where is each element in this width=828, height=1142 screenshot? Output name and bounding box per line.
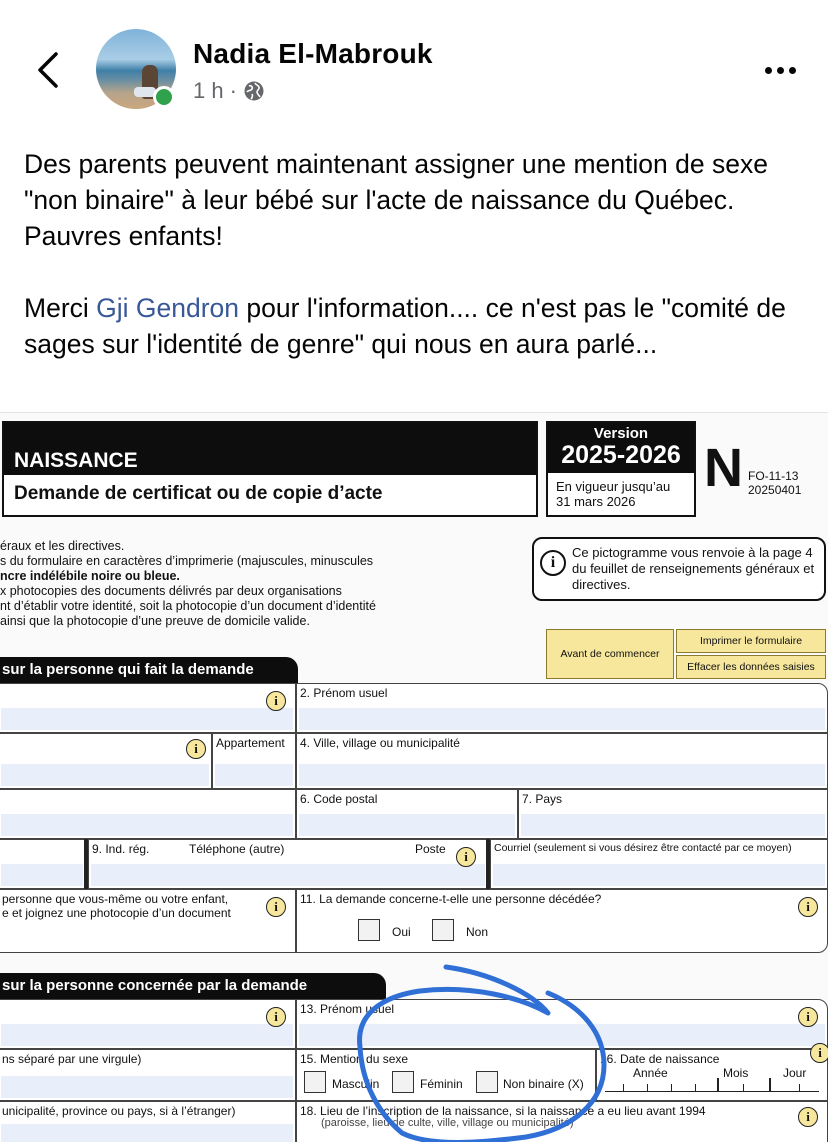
form-version-box — [546, 421, 696, 517]
field-label: 4. Ville, village ou municipalité — [300, 736, 460, 750]
field-input[interactable] — [1, 1076, 293, 1098]
info-icon[interactable]: i — [266, 691, 286, 711]
date-tick — [695, 1084, 696, 1092]
field-label: 15. Mention du sexe — [300, 1052, 409, 1066]
form-letter: N — [704, 438, 743, 498]
field-label: 9. Ind. rég. — [92, 842, 150, 856]
field-phone[interactable] — [0, 839, 86, 889]
field-label: 16. Date de naissance — [600, 1052, 720, 1066]
field-input[interactable] — [215, 764, 293, 786]
field-input[interactable] — [1, 864, 83, 886]
field-label: 13. Prénom usuel — [300, 1002, 395, 1016]
field-usual-first-name[interactable] — [296, 683, 828, 733]
instruction-line: ncre indélébile noire ou bleue. — [0, 569, 180, 583]
checkbox-feminin[interactable] — [392, 1071, 414, 1093]
field-postal-code[interactable] — [296, 789, 518, 839]
date-tick — [717, 1078, 719, 1092]
post-image-form[interactable] — [0, 412, 828, 1142]
date-tick — [769, 1078, 771, 1092]
field-input[interactable] — [493, 864, 825, 886]
post-text — [24, 146, 814, 398]
field-label: 2. Prénom usuel — [300, 686, 388, 700]
form-code — [748, 469, 801, 497]
form-version-header — [548, 423, 694, 473]
field-label: Téléphone (autre) — [189, 842, 285, 856]
info-icon[interactable]: i — [798, 1007, 818, 1027]
field-other-first-names[interactable] — [0, 1049, 296, 1101]
field-label: 7. Pays — [522, 792, 563, 806]
field-label: 6. Code postal — [300, 792, 378, 806]
field-label: Appartement — [216, 736, 285, 750]
form-version-label: Version — [593, 425, 649, 442]
field-address[interactable] — [0, 733, 212, 789]
post-paragraph-1: Des parents peuvent maintenant assigner une mention de sexe "non binaire" à leur bébé sur l'acte de naissance du Québec. Pauvres enfants! — [24, 149, 768, 251]
info-icon[interactable]: i — [798, 897, 818, 917]
section-requester-tab: sur la personne qui fait la demande — [0, 657, 298, 683]
checkbox-non-binaire[interactable] — [476, 1071, 498, 1093]
form-title: NAISSANCE — [4, 423, 536, 475]
post-text-before-mention: Merci — [24, 293, 97, 323]
chevron-left-icon — [28, 48, 68, 92]
field-label: (paroisse, lieu de culte, ville, village ou municipalité) — [321, 1117, 574, 1129]
field-apartment[interactable] — [212, 733, 296, 789]
field-label: Courriel (seulement si vous désirez être contacté par ce moyen) — [494, 842, 792, 854]
instruction-line: ainsi que la photocopie d’une preuve de domicile valide. — [0, 614, 310, 628]
date-tick — [799, 1084, 800, 1092]
info-icon[interactable]: i — [456, 847, 476, 867]
field-label: 18. Lieu de l’inscription de la naissance, si la naissance a eu lieu avant 1994 — [300, 1104, 706, 1118]
form-subtitle: Demande de certificat ou de copie d’acte — [14, 483, 383, 504]
checkbox-non[interactable] — [432, 919, 454, 941]
instruction-line: nt d’établir votre identité, soit la photocopie d’un document d’identité — [0, 599, 376, 613]
field-relationship[interactable] — [0, 889, 296, 953]
date-tick — [647, 1084, 648, 1092]
back-button[interactable] — [28, 48, 68, 92]
checkbox-masculin[interactable] — [304, 1071, 326, 1093]
post-header — [0, 0, 828, 130]
info-icon[interactable]: i — [266, 897, 286, 917]
meta-separator: · — [229, 78, 237, 103]
field-input[interactable] — [1, 814, 293, 836]
field-input[interactable] — [91, 864, 485, 886]
field-input[interactable] — [299, 708, 825, 730]
checkbox-label-non-binaire: Non binaire (X) — [503, 1077, 584, 1091]
info-icon[interactable]: i — [266, 1007, 286, 1027]
field-email[interactable] — [490, 839, 828, 889]
post-time[interactable]: 1 h — [193, 78, 224, 103]
info-icon[interactable]: i — [186, 739, 206, 759]
field-label: ns séparé par une virgule) — [2, 1052, 142, 1066]
field-subject-name[interactable] — [0, 999, 296, 1049]
field-input[interactable] — [1, 764, 209, 786]
field-input[interactable] — [1, 1024, 293, 1046]
instruction-line: éraux et les directives. — [0, 539, 125, 553]
online-status-dot — [153, 86, 175, 108]
form-valid-until — [556, 479, 670, 509]
more-horizontal-icon-dot — [777, 67, 784, 74]
post-text-after-mention: pour l'information.... ce n'est pas le "comité de sages sur l'identité de genre" qui nous en aura parlé... — [24, 293, 786, 359]
field-label-year: Année — [633, 1066, 668, 1080]
instruction-line: x photocopies des documents délivrés par deux organisations — [0, 584, 342, 598]
field-input[interactable] — [521, 814, 825, 836]
form-version-years: 2025-2026 — [561, 441, 681, 469]
globe-icon — [243, 80, 265, 102]
field-requester-name[interactable] — [0, 683, 296, 733]
form-info-text: Ce pictogramme vous renvoie à la page 4 du feuillet de renseignements généraux et directives. — [572, 545, 815, 592]
field-subject-first-name[interactable] — [296, 999, 828, 1049]
field-label: personne que vous-même ou votre enfant, — [2, 892, 229, 906]
info-icon[interactable]: i — [810, 1043, 828, 1063]
form-title-box — [2, 421, 538, 517]
field-province[interactable] — [0, 789, 296, 839]
field-label-day: Jour — [783, 1066, 807, 1080]
more-options-button[interactable] — [758, 58, 802, 82]
post-meta — [193, 78, 265, 104]
field-registration-place[interactable] — [296, 1101, 828, 1142]
field-country[interactable] — [518, 789, 828, 839]
field-input[interactable] — [299, 1024, 825, 1046]
field-city[interactable] — [296, 733, 828, 789]
form-info-note — [532, 537, 826, 601]
date-baseline — [605, 1091, 819, 1092]
field-other-phone[interactable] — [88, 839, 488, 889]
more-horizontal-icon-dot — [789, 67, 796, 74]
checkbox-label-oui: Oui — [392, 925, 411, 939]
mention-link[interactable]: Gji Gendron — [96, 293, 240, 323]
field-input[interactable] — [1, 1124, 293, 1142]
field-label: e et joignez une photocopie d’un document — [2, 906, 231, 920]
field-label: unicipalité, province ou pays, si à l’étranger) — [2, 1104, 236, 1118]
author-name[interactable]: Nadia El-Mabrouk — [193, 38, 433, 69]
field-sex-mention — [296, 1049, 596, 1101]
checkbox-label-non: Non — [466, 925, 489, 939]
clear-form-button[interactable]: Effacer les données saisies — [676, 655, 826, 679]
date-tick — [671, 1084, 672, 1092]
more-horizontal-icon — [765, 67, 772, 74]
form-valid-line1: En vigueur jusqu’au — [556, 479, 671, 494]
date-tick — [623, 1084, 624, 1092]
form-valid-line2: 31 mars 2026 — [556, 494, 636, 509]
post-paragraph-2 — [24, 290, 814, 362]
checkbox-label-feminin: Féminin — [420, 1077, 463, 1091]
field-birth-date[interactable] — [596, 1049, 828, 1101]
checkbox-label-masculin: Masculin — [332, 1077, 380, 1091]
section-subject-tab: sur la personne concernée par la demande — [0, 973, 386, 999]
field-birth-place[interactable] — [0, 1101, 296, 1142]
field-label: Poste — [415, 842, 446, 856]
field-input[interactable] — [299, 764, 825, 786]
field-input[interactable] — [299, 814, 515, 836]
info-icon[interactable]: i — [798, 1107, 818, 1127]
checkbox-oui[interactable] — [358, 919, 380, 941]
info-icon: i — [540, 550, 566, 576]
field-label-month: Mois — [723, 1066, 749, 1080]
form-code-1: FO-11-13 — [748, 469, 799, 483]
before-starting-button[interactable]: Avant de commencer — [546, 629, 674, 679]
field-input[interactable] — [1, 708, 293, 730]
field-label: 11. La demande concerne-t-elle une personne décédée? — [300, 892, 602, 906]
form-code-2: 20250401 — [748, 483, 802, 497]
instruction-line: s du formulaire en caractères d’imprimerie (majuscules, minuscules — [0, 554, 374, 568]
form-instructions — [0, 539, 520, 629]
print-form-button[interactable]: Imprimer le formulaire — [676, 629, 826, 653]
date-tick — [743, 1084, 744, 1092]
